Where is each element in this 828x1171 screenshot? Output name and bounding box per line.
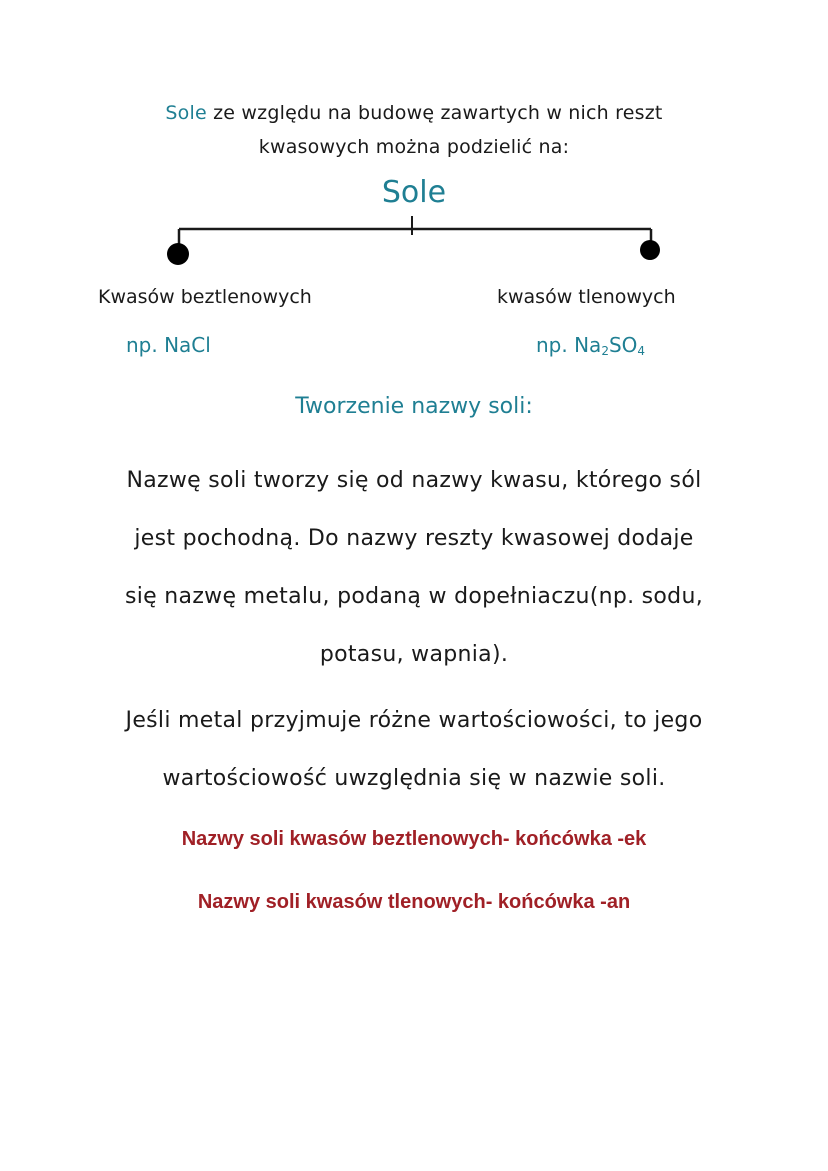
- right-example-na: Na: [574, 333, 602, 357]
- right-example-sub1: 2: [601, 344, 609, 358]
- diagram-right-node: [640, 240, 660, 260]
- intro-line-1-rest: ze względu na budowę zawartych w nich reszt: [206, 102, 663, 124]
- right-example-sub2: 4: [637, 344, 646, 358]
- diagram-root-label: Sole: [381, 175, 447, 210]
- right-example: [536, 333, 645, 358]
- paragraph-line: potasu, wapnia).: [319, 642, 509, 667]
- right-example-prefix: np.: [536, 333, 575, 357]
- paragraph-line: Jeśli metal przyjmuje różne wartościowości, to jego: [125, 708, 703, 733]
- rule-oxo-acids: Nazwy soli kwasów tlenowych- końcówka -an: [197, 891, 631, 913]
- left-branch-label: Kwasów beztlenowych: [98, 286, 312, 308]
- left-example-formula: NaCl: [164, 333, 211, 357]
- left-example: [126, 333, 211, 357]
- section-title: Tworzenie nazwy soli:: [295, 394, 533, 419]
- paragraph-line: się nazwę metalu, podaną w dopełniaczu(np. sodu,: [125, 584, 703, 609]
- diagram-left-node: [167, 243, 189, 265]
- rule-anaerobic-acids: Nazwy soli kwasów beztlenowych- końcówka -ek: [181, 828, 647, 850]
- classification-diagram: [0, 0, 828, 280]
- paragraph-line: jest pochodną. Do nazwy reszty kwasowej dodaje: [134, 526, 694, 551]
- intro-line-2: kwasowych można podzielić na:: [258, 136, 570, 158]
- right-branch-label: kwasów tlenowych: [497, 286, 676, 308]
- intro-highlight: Sole: [165, 102, 207, 124]
- paragraph-line: wartościowość uwzględnia się w nazwie soli.: [162, 766, 666, 791]
- paragraph-line: Nazwę soli tworzy się od nazwy kwasu, którego sól: [126, 468, 702, 493]
- right-example-so: SO: [608, 333, 638, 357]
- paragraph-naming: [0, 452, 828, 684]
- paragraph-valence: [0, 692, 828, 808]
- left-example-prefix: np.: [126, 333, 165, 357]
